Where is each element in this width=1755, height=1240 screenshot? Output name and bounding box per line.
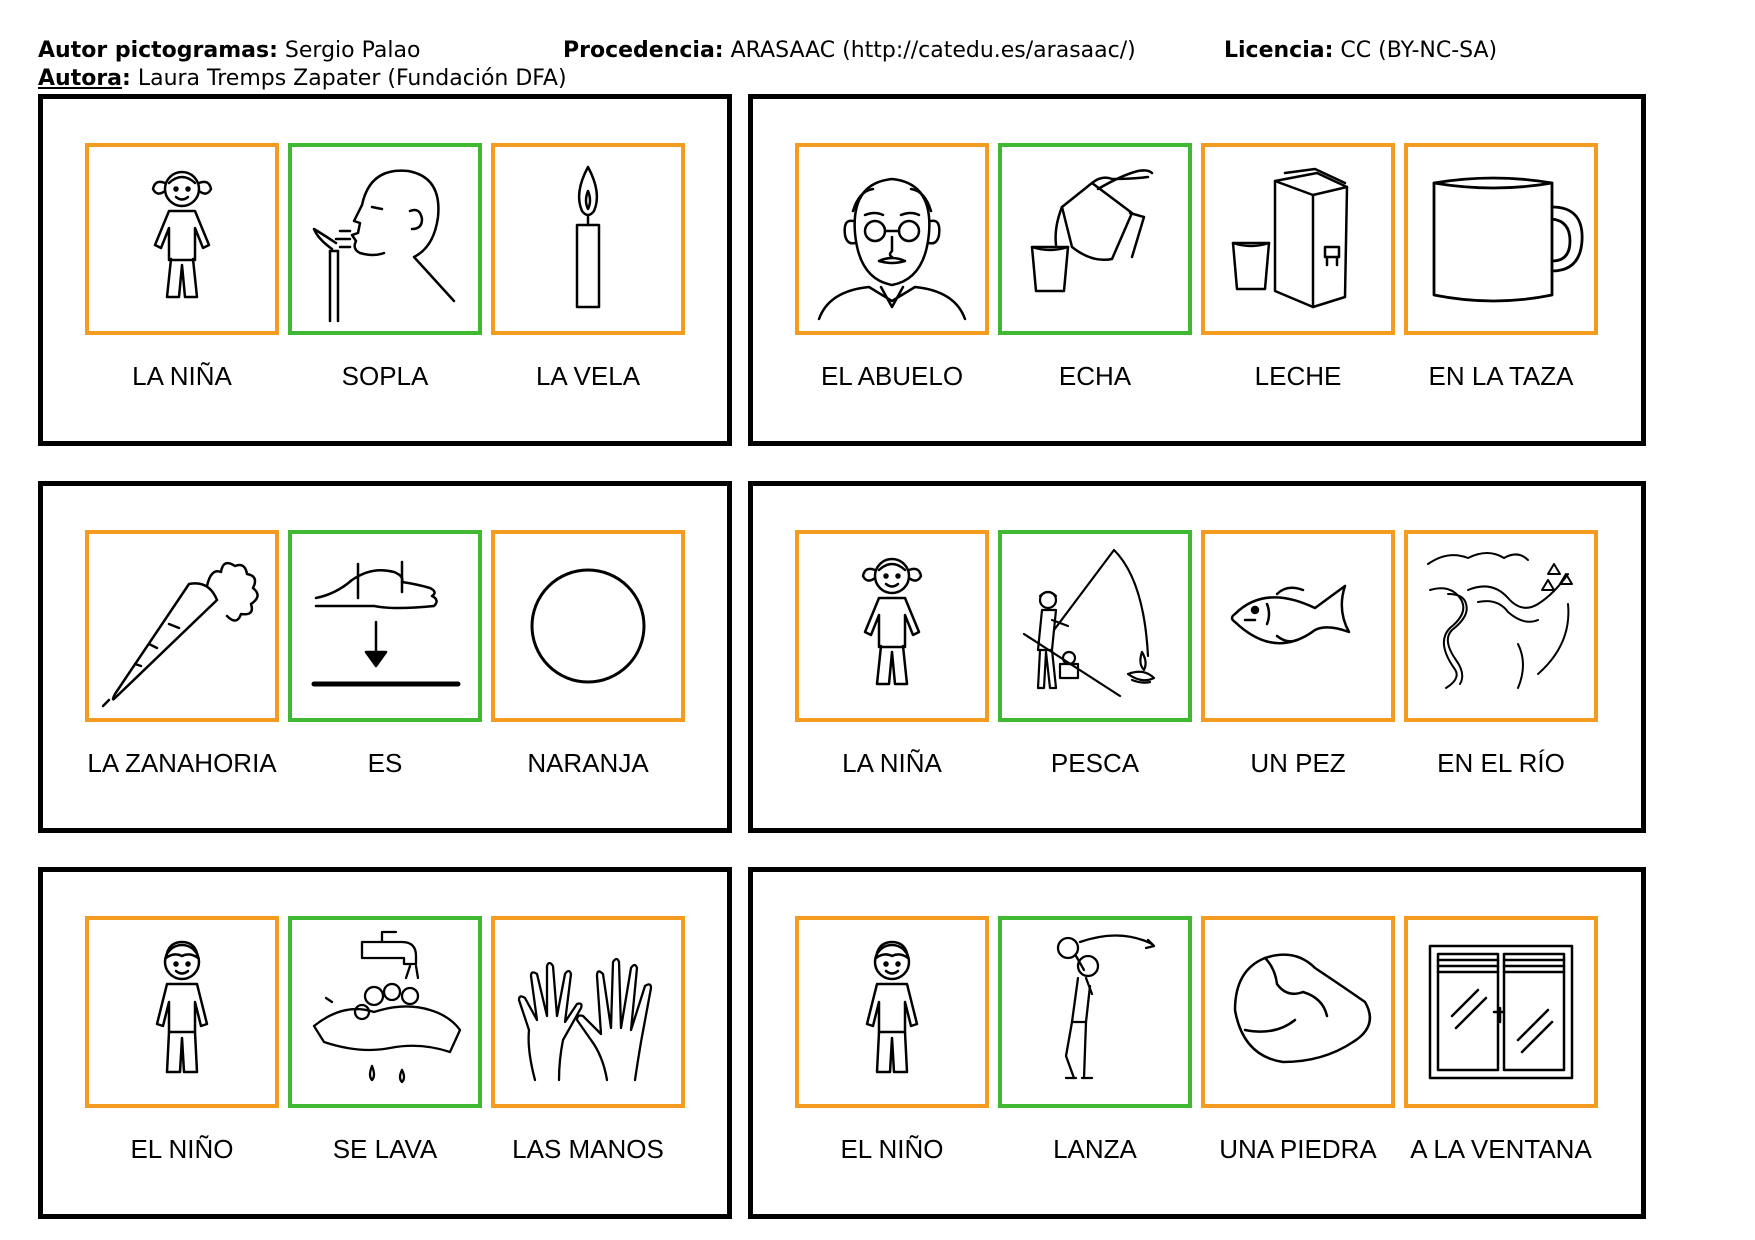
source-line	[563, 38, 1136, 64]
pictogram-label: LAS MANOS	[512, 1134, 664, 1164]
license-label: Licencia:	[1224, 38, 1334, 63]
pictogram-label: LA ZANAHORIA	[87, 748, 277, 778]
source-value: ARASAAC (http://catedu.es/arasaac/)	[730, 38, 1136, 63]
pictogram-card	[491, 916, 685, 1108]
source-label: Procedencia:	[563, 38, 724, 63]
pictogram-card	[288, 530, 482, 722]
pictogram-card	[1404, 916, 1598, 1108]
girl-icon	[89, 147, 275, 331]
pictogram-card	[85, 530, 279, 722]
pictogram-label: LANZA	[1053, 1134, 1137, 1164]
authoress-line	[38, 66, 567, 92]
blowing-icon	[292, 147, 478, 331]
pictogram-card	[795, 530, 989, 722]
pictogram-label: A LA VENTANA	[1410, 1134, 1592, 1164]
candle-icon	[495, 147, 681, 331]
authoress-colon: :	[122, 66, 131, 91]
license-value: CC (BY-NC-SA)	[1340, 38, 1498, 63]
pictogram-label: ECHA	[1058, 361, 1132, 391]
pictogram-label: UN PEZ	[1250, 748, 1346, 778]
author-line	[38, 38, 420, 64]
circle-icon	[495, 534, 681, 718]
pictogram-card	[85, 143, 279, 335]
sentence-panel	[38, 94, 732, 446]
license-line	[1224, 38, 1497, 64]
pictogram-card	[1404, 530, 1598, 722]
mug-icon	[1408, 147, 1594, 331]
pictogram-label: LA VELA	[535, 361, 641, 391]
pictogram-label: LA NIÑA	[842, 748, 942, 778]
boy-icon	[89, 920, 275, 1104]
authoress-label: Autora	[38, 66, 123, 91]
pictogram-card	[998, 143, 1192, 335]
carrot-icon	[89, 534, 275, 718]
pictogram-label: EN LA TAZA	[1428, 361, 1574, 391]
pictogram-card	[1201, 143, 1395, 335]
sentence-panel	[748, 867, 1646, 1219]
pictogram-card	[85, 916, 279, 1108]
washing-icon	[292, 920, 478, 1104]
pictogram-card	[491, 143, 685, 335]
pictogram-card	[795, 916, 989, 1108]
pictogram-card	[998, 916, 1192, 1108]
pouring-icon	[1002, 147, 1188, 331]
author-label: Autor pictogramas:	[38, 38, 278, 63]
pictogram-card	[795, 143, 989, 335]
stone-icon	[1205, 920, 1391, 1104]
pictogram-label: LA NIÑA	[132, 361, 232, 391]
pictogram-label: NARANJA	[527, 748, 649, 778]
pictogram-label: UNA PIEDRA	[1219, 1134, 1377, 1164]
throwing-icon	[1002, 920, 1188, 1104]
grandfather-icon	[799, 147, 985, 331]
fish-icon	[1205, 534, 1391, 718]
pictogram-label: EL NIÑO	[130, 1134, 234, 1164]
pictogram-card	[491, 530, 685, 722]
pictogram-label: LECHE	[1254, 361, 1342, 391]
pictogram-label: PESCA	[1050, 748, 1140, 778]
pictogram-label: EN EL RÍO	[1437, 748, 1565, 778]
river-icon	[1408, 534, 1594, 718]
boy-icon	[799, 920, 985, 1104]
pictogram-card	[1201, 530, 1395, 722]
milk-icon	[1205, 147, 1391, 331]
pictogram-label: SOPLA	[341, 361, 429, 391]
window-icon	[1408, 920, 1594, 1104]
hands-icon	[495, 920, 681, 1104]
author-value: Sergio Palao	[284, 38, 421, 63]
sentence-panel	[38, 481, 732, 833]
pictogram-label: EL NIÑO	[840, 1134, 944, 1164]
pictogram-card	[1201, 916, 1395, 1108]
pictogram-card	[288, 143, 482, 335]
sentence-panel	[38, 867, 732, 1219]
pictogram-label: EL ABUELO	[820, 361, 964, 391]
pictogram-label: SE LAVA	[332, 1134, 438, 1164]
sentence-panel	[748, 481, 1646, 833]
sentence-panel	[748, 94, 1646, 446]
pictogram-card	[288, 916, 482, 1108]
pictogram-card	[1404, 143, 1598, 335]
girl-icon	[799, 534, 985, 718]
authoress-value: Laura Tremps Zapater (Fundación DFA)	[137, 66, 567, 91]
pictogram-label: ES	[367, 748, 403, 778]
is-icon	[292, 534, 478, 718]
fishing-icon	[1002, 534, 1188, 718]
pictogram-card	[998, 530, 1192, 722]
